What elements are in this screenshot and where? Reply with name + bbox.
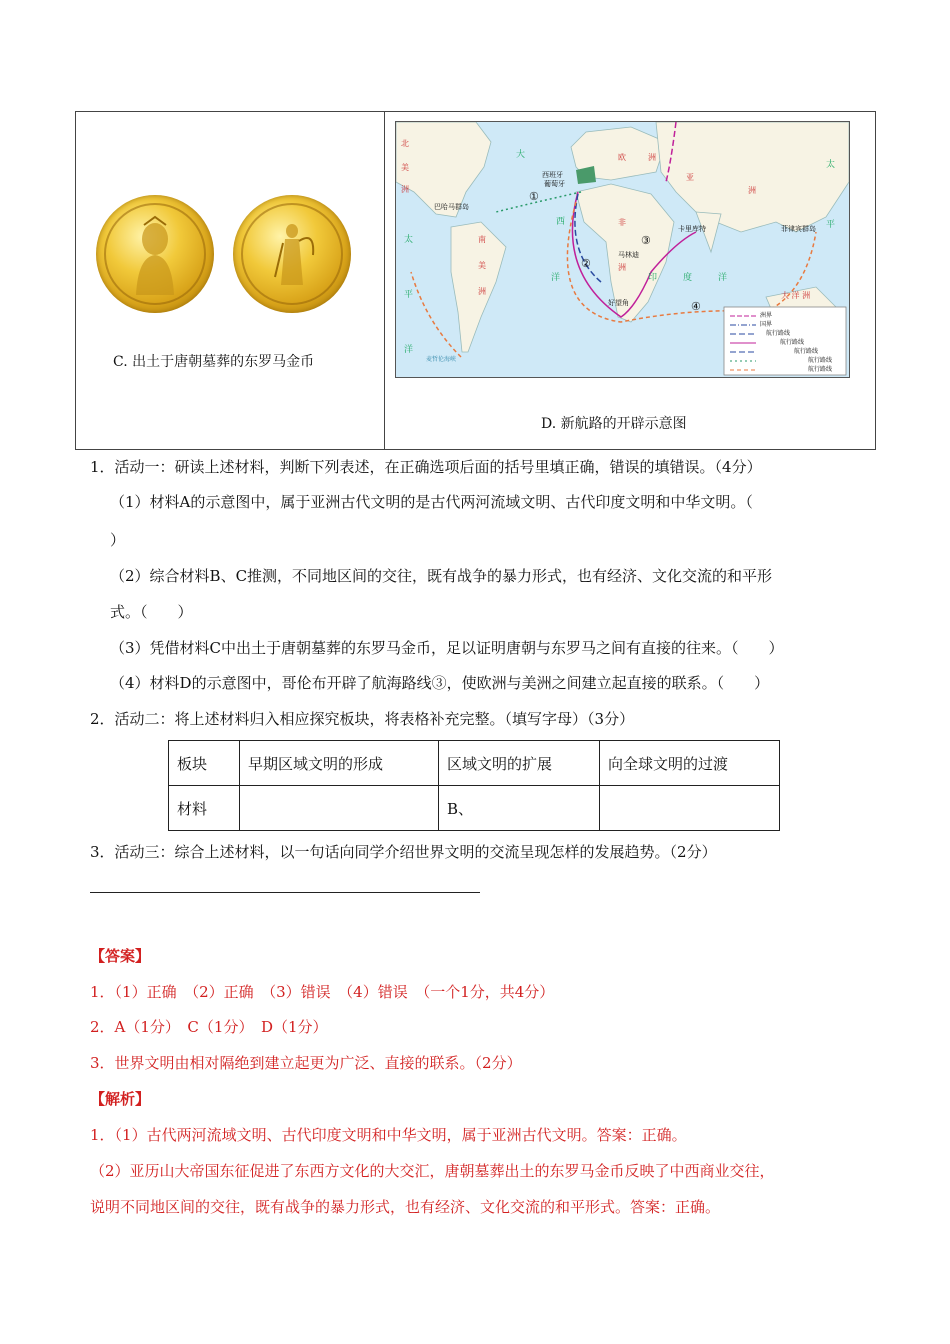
victory-figure-icon xyxy=(233,195,351,313)
coin-obverse-image xyxy=(96,195,214,313)
map-label: 平 xyxy=(404,290,414,300)
route-number: ① xyxy=(529,190,539,203)
caption-d: D. 新航路的开辟示意图 xyxy=(541,416,687,432)
table-row xyxy=(169,741,780,786)
legend-label: 航行路线 xyxy=(808,357,833,364)
route-number: ④ xyxy=(691,300,701,313)
map-label: 美 xyxy=(401,163,409,172)
legend-label: 国界 xyxy=(760,321,773,328)
map-label: 太 xyxy=(826,160,836,170)
map-label: 葡萄牙 xyxy=(544,180,565,188)
map-label: 洲 xyxy=(401,185,409,194)
map-label: 亚 xyxy=(686,173,694,182)
answer-3: 3．世界文明由相对隔绝到建立起更为广泛、直接的联系。（2分） xyxy=(90,1054,522,1072)
question-1-2: （2）综合材料B、C推测，不同地区间的交往，既有战争的暴力形式，也有经济、文化交流的和平形 xyxy=(110,567,773,585)
answer-1: 1．（1）正确 （2）正确 （3）错误 （4）错误 （一个1分，共4分） xyxy=(90,983,555,1001)
caption-c: C. 出土于唐朝墓葬的东罗马金币 xyxy=(113,354,315,370)
table-cell: 区域文明的扩展 xyxy=(439,741,600,786)
question-1-1: （1）材料A的示意图中，属于亚洲古代文明的是古代两河流域文明、古代印度文明和中华文明。（ xyxy=(110,493,753,511)
route-number: ③ xyxy=(641,234,651,247)
question-2: 2．活动二：将上述材料归入相应探究板块，将表格补充完整。（填写字母）（3分） xyxy=(90,710,635,728)
map-label: 平 xyxy=(826,220,836,230)
map-label: 洲 xyxy=(618,263,626,272)
table-cell: 板块 xyxy=(169,741,240,786)
map-label: 南 xyxy=(478,235,486,244)
analysis-1: 1．（1）古代两河流域文明、古代印度文明和中华文明，属于亚洲古代文明。答案：正确。 xyxy=(90,1126,687,1144)
legend-label: 航行路线 xyxy=(766,330,791,337)
figure-divider xyxy=(384,111,385,450)
answer-2: 2．A（1分） C（1分） D（1分） xyxy=(90,1018,328,1036)
legend-label: 航行路线 xyxy=(780,339,805,346)
map-label: 卡里库特 xyxy=(678,225,706,233)
route-number: ② xyxy=(581,257,591,270)
map-label: 菲律宾群岛 xyxy=(781,225,816,233)
map-label: 洲 xyxy=(648,153,656,162)
map-label: 北 xyxy=(401,139,409,148)
map-label: 洋 xyxy=(718,273,728,283)
map-label: 洲 xyxy=(478,287,486,296)
emperor-figure-icon xyxy=(96,195,214,313)
map-label: 非 xyxy=(618,218,626,227)
question-1-2-end: 式。（ ） xyxy=(110,603,193,621)
table-row xyxy=(169,786,780,831)
map-label: 洋 xyxy=(551,273,561,283)
coin-reverse-image xyxy=(233,195,351,313)
map-label: 好望角 xyxy=(608,299,629,307)
map-label: 大 洋 洲 xyxy=(781,291,811,300)
question-1: 1．活动一：研读上述材料，判断下列表述，在正确选项后面的括号里填正确，错误的填错误。（4分） xyxy=(90,458,762,476)
table-answer-cell[interactable]: B、 xyxy=(439,786,600,831)
answer-heading: 【答案】 xyxy=(90,947,151,965)
map-label: 麦哲伦海峡 xyxy=(426,356,457,363)
map-label: 印 xyxy=(648,273,658,283)
new-sea-routes-map xyxy=(395,121,850,378)
question-1-4: （4）材料D的示意图中，哥伦布开辟了航海路线③，使欧洲与美洲之间建立起直接的联系。（ ） xyxy=(110,674,770,692)
map-label: 美 xyxy=(478,261,486,270)
map-label: 度 xyxy=(683,273,693,283)
analysis-heading: 【解析】 xyxy=(90,1090,151,1108)
table-cell: 材料 xyxy=(169,786,240,831)
classification-table xyxy=(168,740,780,831)
map-label: 西 xyxy=(556,217,566,227)
map-label: 西班牙 xyxy=(542,171,563,179)
legend-label: 航行路线 xyxy=(808,366,833,373)
table-cell: 向全球文明的过渡 xyxy=(600,741,780,786)
table-cell: 早期区域文明的形成 xyxy=(240,741,439,786)
question-3: 3．活动三：综合上述材料，以一句话向同学介绍世界文明的交流呈现怎样的发展趋势。（2分） xyxy=(90,843,717,861)
analysis-3: 说明不同地区间的交往，既有战争的暴力形式，也有经济、文化交流的和平形式。答案：正确。 xyxy=(90,1198,721,1216)
map-label: 马林迪 xyxy=(618,251,639,259)
map-label: 太 xyxy=(404,235,414,245)
table-answer-cell[interactable] xyxy=(240,786,439,831)
map-label: 大 xyxy=(516,150,526,160)
map-label: 洋 xyxy=(404,345,414,355)
map-label: 巴哈马群岛 xyxy=(434,203,469,211)
table-answer-cell[interactable] xyxy=(600,786,780,831)
question-1-1-end: ） xyxy=(110,531,126,549)
map-label: 洲 xyxy=(748,186,756,195)
map-label: 欧 xyxy=(618,153,626,162)
question-1-3: （3）凭借材料C中出土于唐朝墓葬的东罗马金币，足以证明唐朝与东罗马之间有直接的往来。（ ） xyxy=(110,639,784,657)
answer-blank-line[interactable] xyxy=(90,892,480,893)
analysis-2: （2）亚历山大帝国东征促进了东西方文化的大交汇，唐朝墓葬出土的东罗马金币反映了中西商业交往， xyxy=(90,1162,775,1180)
legend-label: 航行路线 xyxy=(794,348,819,355)
legend-label: 洲界 xyxy=(760,312,773,319)
